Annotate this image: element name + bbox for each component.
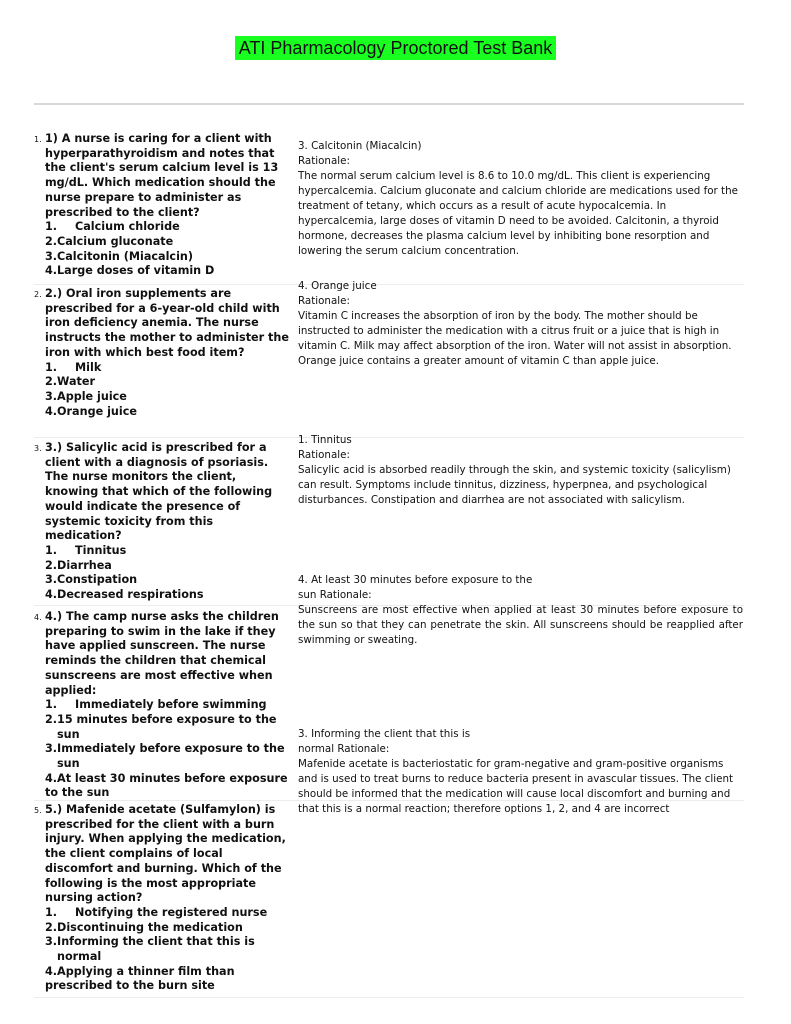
- option-number: 1.: [45, 220, 58, 234]
- question-number: 4.: [34, 613, 42, 622]
- question-3: [34, 441, 290, 603]
- row-divider: [34, 997, 744, 998]
- answer-text-continued: normal Rationale:: [298, 743, 390, 755]
- rationale-text: Mafenide acetate is bacteriostatic for gram-negative and gram-positive organisms and is used to treat burns to reduce bacteria present in avascular tissues. The client should be informed that the medication will cause local discomfort and burning and that this is a normal reaction; therefore options 1, 2, and 4 are incorrect: [298, 758, 734, 815]
- question-number: 5.: [34, 806, 42, 815]
- question-stem: 5.) Mafenide acetate (Sulfamylon) is prescribed for the client with a burn injury. When applying the medication, the client complains of local discomfort and burning. Which of the following is the most appropriate nursing action?: [45, 803, 286, 905]
- option-1: [45, 220, 290, 235]
- option-2: 2.Calcium gluconate: [45, 234, 174, 248]
- question-stem: 3.) Salicylic acid is prescribed for a client with a diagnosis of psoriasis. The nurse monitors the client, knowing that which of the following would indicate the presence of systemic toxicity from this medication?: [45, 441, 273, 543]
- rationale-text: Vitamin C increases the absorption of iron by the body. The mother should be instructed to administer the medication with a citrus fruit or a juice that is high in vitamin C. Milk may affect absorption of the iron. Water will not assist in absorption. Orange juice contains a greater amount of vitamin C than apple juice.: [298, 310, 732, 367]
- option-text: Immediately before swimming: [75, 698, 267, 712]
- rationale-text: The normal serum calcium level is 8.6 to 10.0 mg/dL. This client is experiencing hypercalcemia. Calcium gluconate and calcium chloride are medications used for the treatment of tetany, which occurs as a result of acute hypocalcemia. In hypercalcemia, large doses of vitamin D need to be avoided. Calcitonin, a thyroid hormone, decreases the plasma calcium level by inhibiting bone resorption and lowering the serum calcium concentration.: [298, 170, 738, 257]
- option-number: 1.: [45, 543, 58, 557]
- answer-text: 3. Calcitonin (Miacalcin): [298, 140, 422, 152]
- option-3: 3.Immediately before exposure to the sun: [45, 742, 285, 771]
- rationale-text: Salicylic acid is absorbed readily through the skin, and systemic toxicity (salicylism) can result. Symptoms include tinnitus, dizziness, hyperpnea, and psychological disturbances. Constipation and diarrhea are not associated with salicylism.: [298, 464, 731, 506]
- page-title: ATI Pharmacology Proctored Test Bank: [235, 36, 556, 60]
- answer-text: 3. Informing the client that this is: [298, 728, 471, 740]
- rationale-text: Sunscreens are most effective when applied at least 30 minutes before exposure to the sun so that they can penetrate the skin. All sunscreens should be reapplied after swimming or sweating.: [298, 604, 743, 646]
- option-1: [45, 361, 290, 376]
- answer-3: [298, 433, 743, 508]
- question-5: [34, 803, 290, 994]
- question-stem: 4.) The camp nurse asks the children preparing to swim in the lake if they have applied sunscreen. The nurse reminds the children that chemical sunscreens are most effective when applied:: [45, 610, 279, 697]
- question-number: 3.: [34, 444, 42, 453]
- option-number: 1.: [45, 360, 58, 374]
- answer-text-continued: sun Rationale:: [298, 589, 372, 601]
- option-4: 4.At least 30 minutes before exposure to the sun: [45, 771, 288, 800]
- option-text: Tinnitus: [75, 543, 127, 557]
- title-container: [0, 36, 791, 60]
- option-4: 4.Large doses of vitamin D: [45, 264, 215, 278]
- rationale-label: Rationale:: [298, 449, 350, 461]
- option-3: 3.Calcitonin (Miacalcin): [45, 249, 193, 263]
- question-4: [34, 610, 290, 801]
- option-4: 4.Decreased respirations: [45, 588, 204, 602]
- rationale-label: Rationale:: [298, 155, 350, 167]
- answer-5: [298, 727, 743, 817]
- answer-2: [298, 279, 743, 369]
- question-stem: 2.) Oral iron supplements are prescribed for a 6-year-old child with iron deficiency anemia. The nurse instructs the mother to administer the iron with which best food item?: [45, 287, 289, 359]
- option-number: 1.: [45, 698, 58, 712]
- question-stem: 1) A nurse is caring for a client with hyperparathyroidism and notes that the client's serum calcium level is 13 mg/dL. Which medication should the nurse prepare to administer as prescribed to the client?: [45, 132, 279, 219]
- question-2: [34, 287, 290, 419]
- option-3: 3.Constipation: [45, 573, 138, 587]
- header-divider: [34, 103, 744, 105]
- option-text: Calcium chloride: [75, 220, 180, 234]
- option-4: 4.Applying a thinner film than prescribed to the burn site: [45, 964, 235, 993]
- option-number: 1.: [45, 905, 58, 919]
- option-3: 3.Apple juice: [45, 389, 127, 403]
- option-2: 2.Water: [45, 375, 95, 389]
- option-4: 4.Orange juice: [45, 404, 137, 418]
- option-3: 3.Informing the client that this is normal: [45, 935, 255, 964]
- answer-text: 1. Tinnitus: [298, 434, 352, 446]
- option-text: Milk: [75, 360, 102, 374]
- question-number: 2.: [34, 290, 42, 299]
- rationale-label: Rationale:: [298, 295, 350, 307]
- option-text: Notifying the registered nurse: [75, 905, 268, 919]
- option-1: [45, 544, 290, 559]
- answer-1: [298, 139, 743, 259]
- option-2: 2.Diarrhea: [45, 558, 112, 572]
- answer-text: 4. At least 30 minutes before exposure to the: [298, 574, 533, 586]
- option-2: 2.15 minutes before exposure to the sun: [45, 712, 277, 741]
- question-1: [34, 132, 290, 279]
- answer-4: [298, 573, 743, 648]
- option-1: [45, 698, 290, 713]
- question-number: 1.: [34, 135, 42, 144]
- option-1: [45, 906, 290, 921]
- option-2: 2.Discontinuing the medication: [45, 920, 243, 934]
- answer-text: 4. Orange juice: [298, 280, 377, 292]
